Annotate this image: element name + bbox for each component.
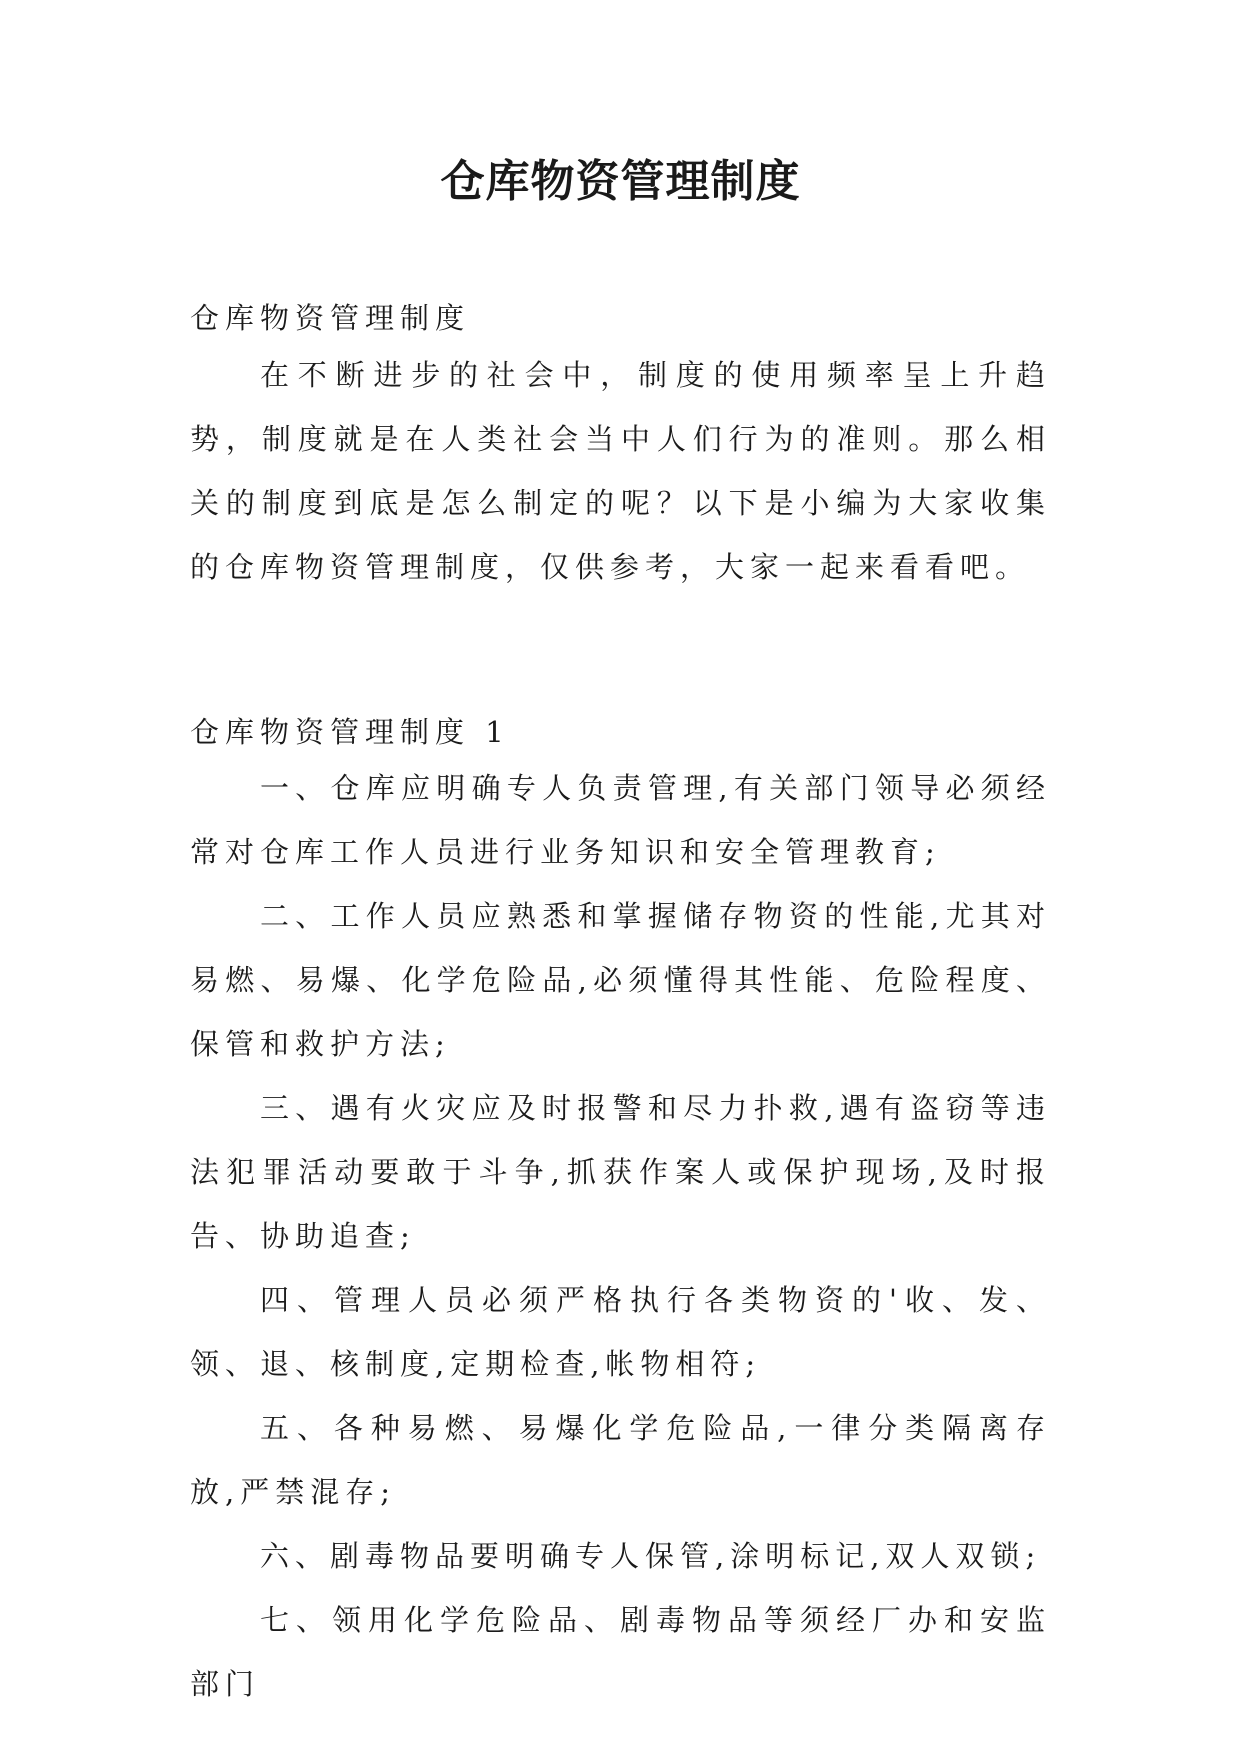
section-1-heading-text: 仓库物资管理制度 1: [190, 715, 510, 749]
section-1-item: 六、剧毒物品要明确专人保管,涂明标记,双人双锁;: [260, 1539, 1042, 1573]
intro-heading: [190, 286, 1051, 350]
section-1-item: 四、管理人员必须严格执行各类物资的'收、发、领、退、核制度,定期检查,帐物相符;: [190, 1283, 1051, 1381]
section-1-body: [190, 756, 1051, 1716]
document-title: 仓库物资管理制度: [440, 156, 801, 207]
section-1-item: 七、领用化学危险品、剧毒物品等须经厂办和安监部门: [190, 1603, 1051, 1701]
intro-section: [190, 343, 1051, 599]
section-1-item: 三、遇有火灾应及时报警和尽力扑救,遇有盗窃等违法犯罪活动要敢于斗争,抓获作案人或保护现场,及时报告、协助追查;: [190, 1091, 1051, 1253]
section-1-item: 二、工作人员应熟悉和掌握储存物资的性能,尤其对易燃、易爆、化学危险品,必须懂得其性能、危险程度、保管和救护方法;: [190, 899, 1051, 1061]
section-1-heading: [190, 700, 1051, 764]
section-1-item: 一、仓库应明确专人负责管理,有关部门领导必须经常对仓库工作人员进行业务知识和安全管理教育;: [190, 771, 1051, 869]
section-1-item: 五、各种易燃、易爆化学危险品,一律分类隔离存放,严禁混存;: [190, 1411, 1051, 1509]
intro-heading-text: 仓库物资管理制度: [190, 301, 471, 335]
intro-paragraph: 在不断进步的社会中，制度的使用频率呈上升趋势，制度就是在人类社会当中人们行为的准则。那么相关的制度到底是怎么制定的呢？以下是小编为大家收集的仓库物资管理制度，仅供参考，大家一起来看看吧。: [190, 358, 1051, 584]
